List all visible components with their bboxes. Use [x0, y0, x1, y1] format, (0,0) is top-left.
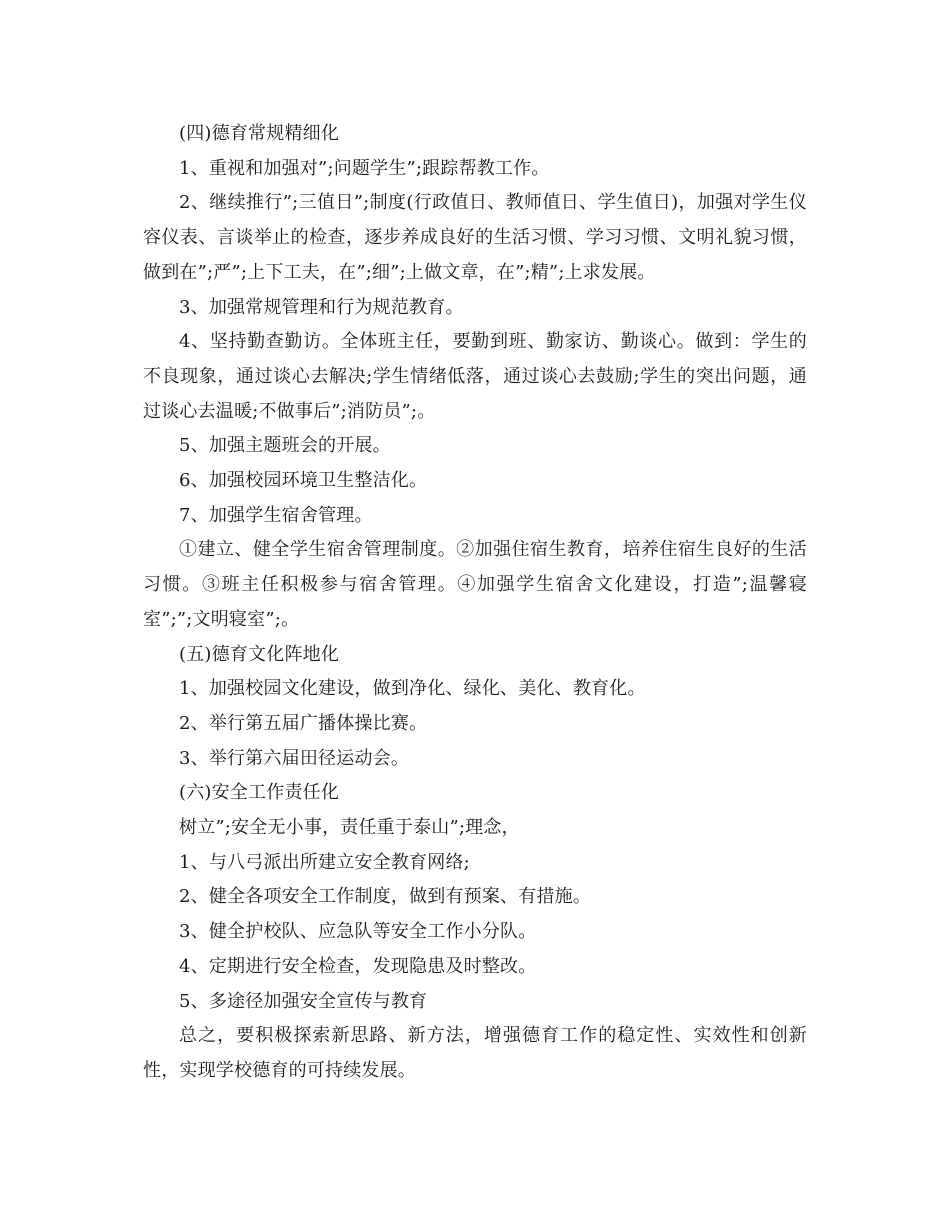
paragraph: 树立”;安全无小事，责任重于泰山”;理念， — [179, 817, 520, 839]
paragraph: 2、继续推行”;三值日”;制度(行政值日、教师值日、学生值日)，加强对学生仪容仪表、言谈举止的检查，逐步养成良好的生活习惯、学习习惯、文明礼貌习惯，做到在”;严”;上下工夫，在”;细”;上做文章，在”;精”;上求发展。 — [143, 192, 807, 283]
paragraph: ①建立、健全学生宿舍管理制度。②加强住宿生教育，培养住宿生良好的生活习惯。③班主任积极参与宿舍管理。④加强学生宿舍文化建设，打造”;温馨寝室”;”;文明寝室”;。 — [143, 539, 807, 630]
paragraph: 1、重视和加强对”;问题学生”;跟踪帮教工作。 — [179, 157, 550, 179]
paragraph: 7、加强学生宿舍管理。 — [179, 504, 373, 526]
paragraph: 5、多途径加强安全宣传与教育 — [179, 990, 428, 1012]
document-body — [143, 117, 807, 1089]
paragraph: 3、健全护校队、应急队等安全工作小分队。 — [179, 921, 537, 943]
paragraph: 3、举行第六届田径运动会。 — [179, 747, 410, 769]
paragraph: 2、举行第五届广播体操比赛。 — [179, 712, 428, 734]
paragraph: 6、加强校园环境卫生整洁化。 — [179, 470, 428, 492]
paragraph: 3、加强常规管理和行为规范教育。 — [179, 296, 464, 318]
paragraph: 2、健全各项安全工作制度，做到有预案、有措施。 — [179, 886, 592, 908]
paragraph: 4、定期进行安全检查，发现隐患及时整改。 — [179, 955, 537, 977]
section-heading-moral-routine: (四)德育常规精细化 — [179, 123, 340, 144]
paragraph: 1、加强校园文化建设，做到净化、绿化、美化、教育化。 — [179, 678, 646, 700]
section-heading-culture: (五)德育文化阵地化 — [179, 643, 340, 665]
paragraph: 4、坚持勤查勤访。全体班主任，要勤到班、勤家访、勤谈心。做到：学生的不良现象，通过谈心去解决;学生情绪低落，通过谈心去鼓励;学生的突出问题，通过谈心去温暖;不做事后”;消防员”;。 — [143, 331, 807, 422]
paragraph: 5、加强主题班会的开展。 — [179, 435, 391, 457]
conclusion-paragraph: 总之，要积极探索新思路、新方法，增强德育工作的稳定性、实效性和创新性，实现学校德育的可持续发展。 — [143, 1025, 807, 1081]
paragraph: 1、与八弓派出所建立安全教育网络; — [179, 851, 470, 873]
section-heading-safety: (六)安全工作责任化 — [179, 782, 340, 804]
